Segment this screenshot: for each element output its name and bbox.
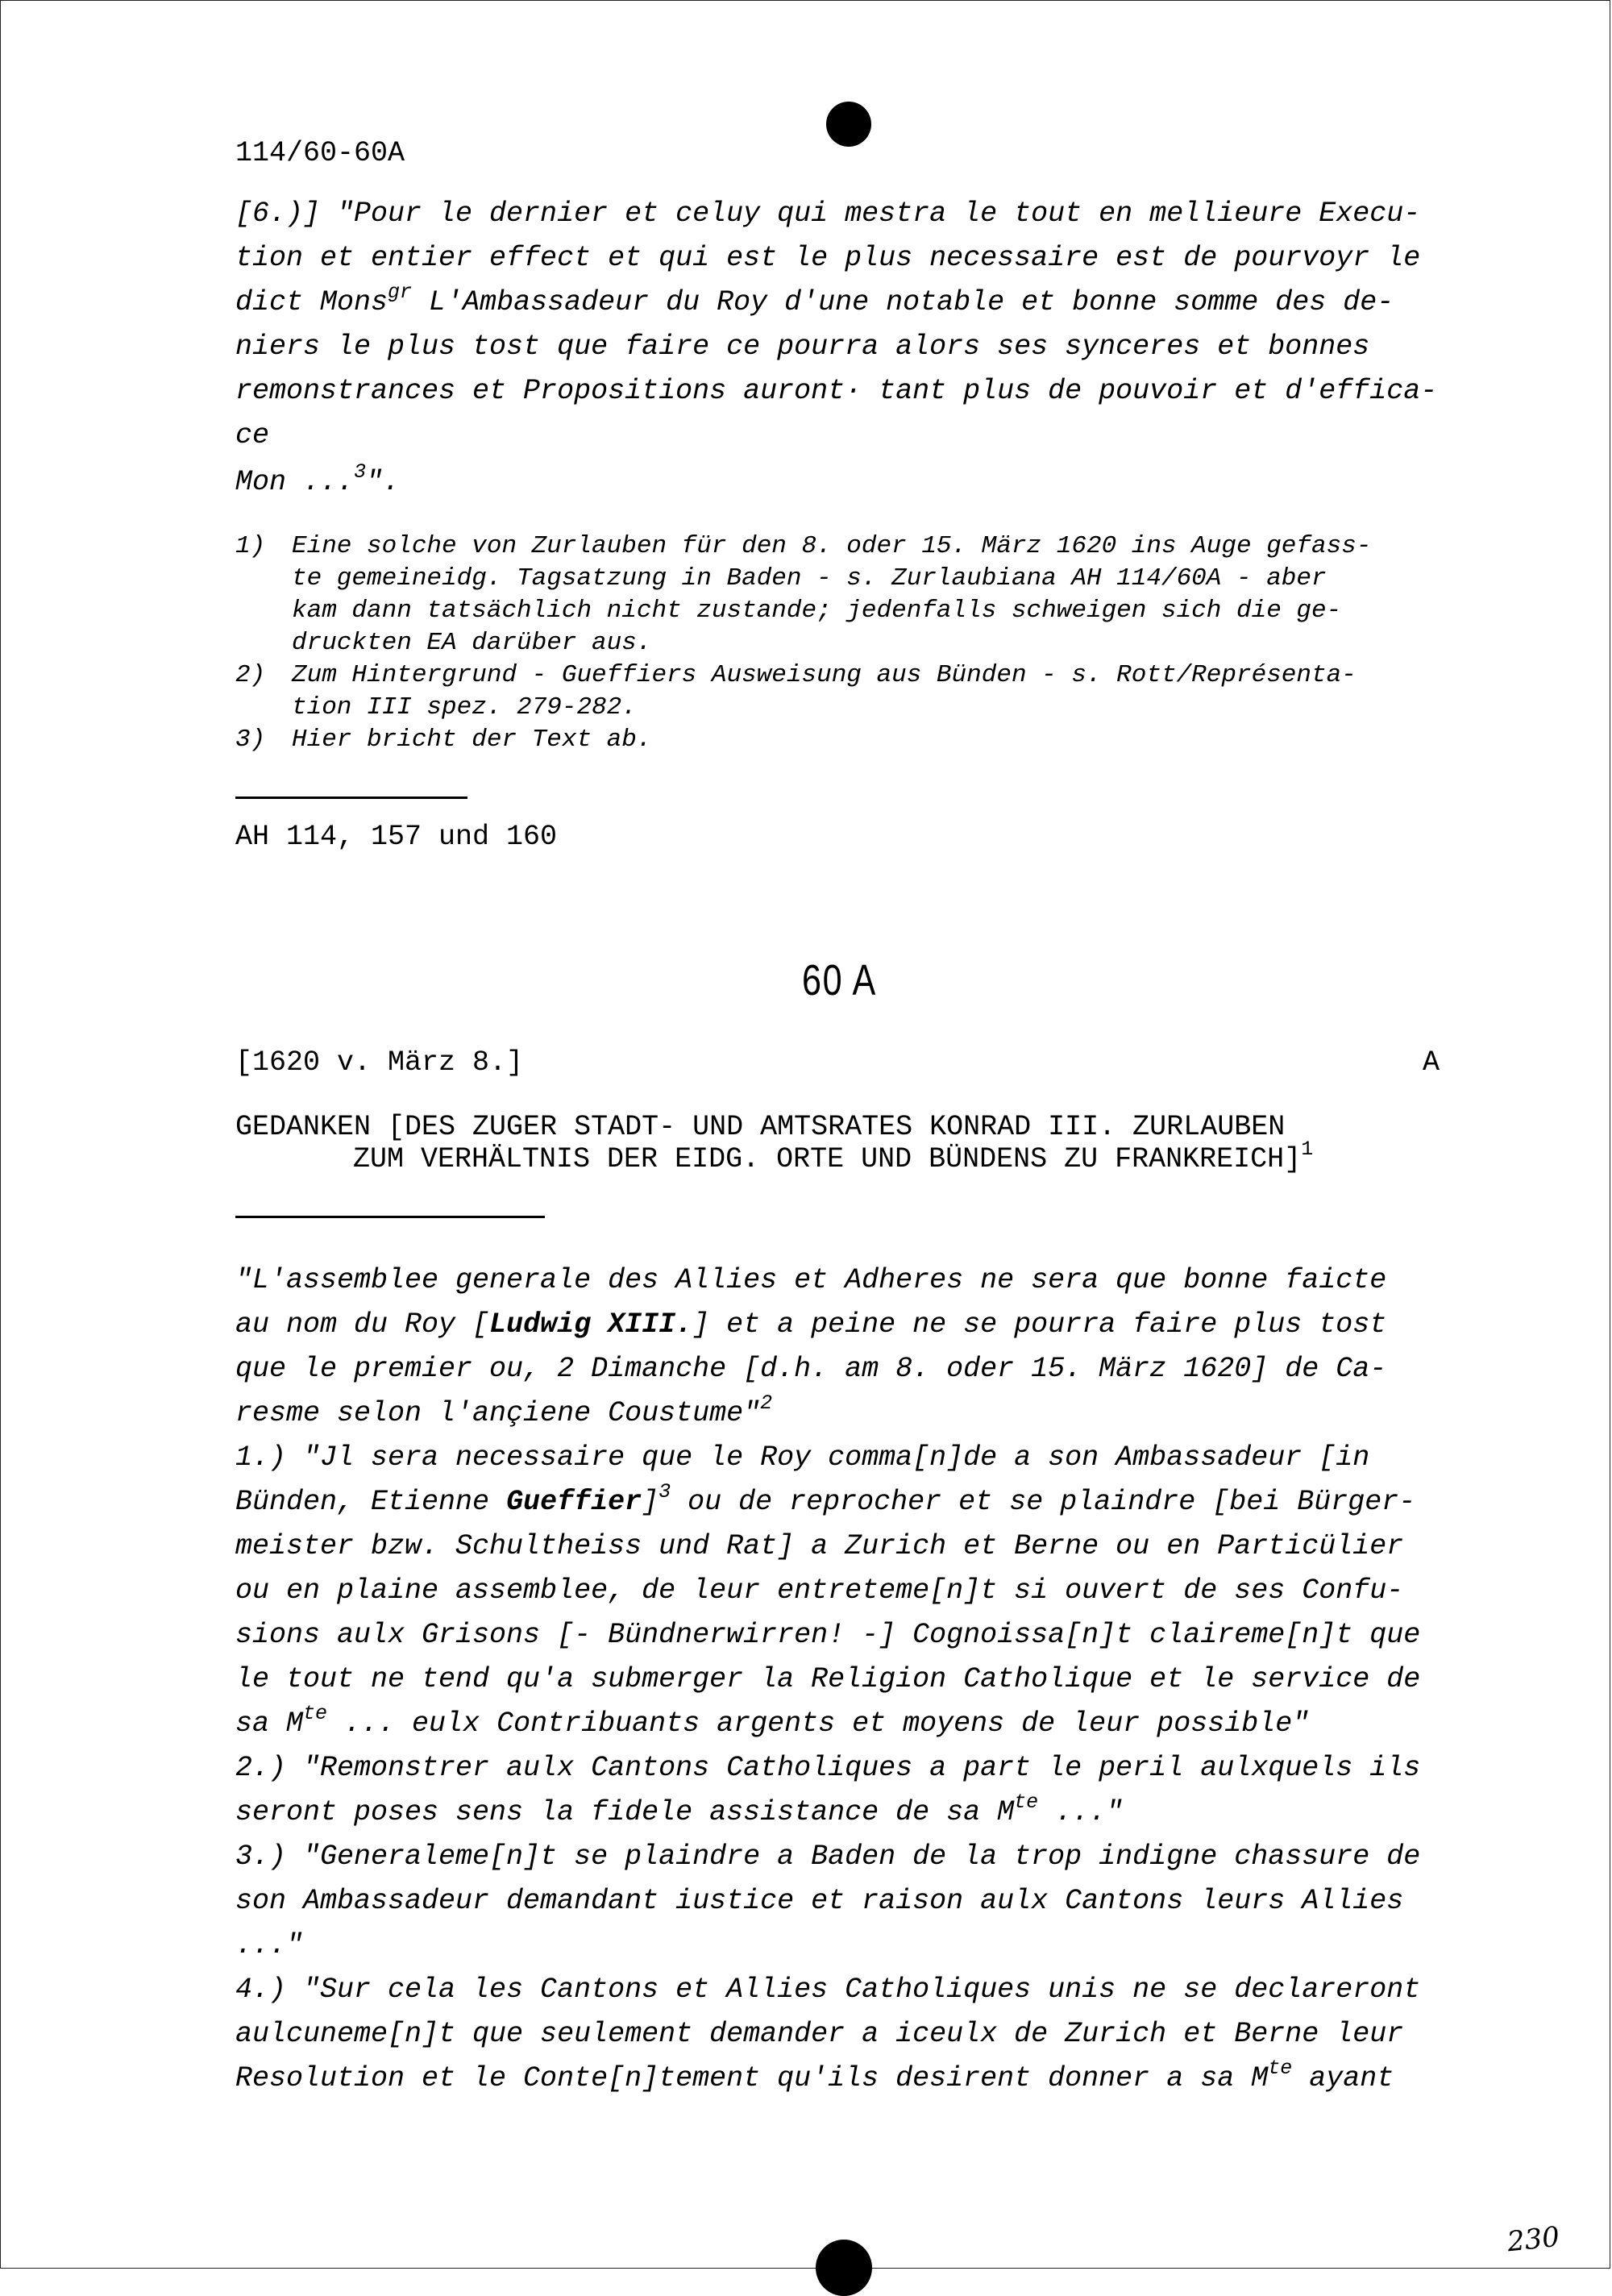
footnote-divider [235, 797, 467, 799]
text-line: 3.) "Generaleme[n]t se plaindre a Baden de la trop indigne chassure de [235, 1841, 1421, 1873]
text-line: ou en plaine assemblee, de leur entreteme[n]t si ouvert de ses Confu- [235, 1574, 1404, 1607]
text-line: Mon ...$^3$". [235, 460, 401, 498]
document-title-line1: GEDANKEN [DES ZUGER STADT- UND AMTSRATES KONRAD III. ZURLAUBEN [235, 1111, 1286, 1143]
text-line: Resolution et le Conte[n]tement qu'ils desirent donner a sa $M^{te}$ ayant [235, 2057, 1394, 2094]
text-line: dict Mons$^{gr}$ L'Ambassadeur du Roy d'une notable et bonne somme des de- [235, 281, 1394, 318]
text-line: ..." [235, 1929, 304, 1961]
punch-hole-bottom [816, 2240, 872, 2296]
text-line: 4.) "Sur cela les Cantons et Allies Catholiques unis ne se declareront [235, 1974, 1421, 2006]
text-line: sa $M^{te}$ ... eulx Contribuants argents et moyens de leur possible" [235, 1702, 1310, 1740]
text-line: remonstrances et Propositions auront· tant plus de pouvoir et d'effica- [235, 375, 1438, 407]
text-line: le tout ne tend qu'a submerger la Religion Catholique et le service de [235, 1663, 1421, 1695]
text-line: sions aulx Grisons [- Bündnerwirren! -] Cognoissa[n]t claireme[n]t que [235, 1619, 1421, 1651]
source-reference: AH 114, 157 und 160 [235, 821, 558, 853]
document-date: [1620 v. März 8.] [235, 1046, 524, 1079]
text-line: tion et entier effect et qui est le plus necessaire est de pourvoyr le [235, 242, 1421, 274]
title-divider [235, 1216, 545, 1218]
punch-hole-top [826, 102, 871, 147]
document-number: 60 A [802, 956, 877, 1004]
text-line: aulcuneme[n]t que seulement demander a iceulx de Zurich et Berne leur [235, 2018, 1404, 2050]
text-line: 1.) "Jl sera necessaire que le Roy comma[n]de a son Ambassadeur [in [235, 1441, 1370, 1474]
reference-number: 114/60-60A [235, 137, 405, 169]
document-letter: A [1423, 1046, 1440, 1079]
text-line: resme selon l'ançiene Coustume"$^2$ [235, 1391, 773, 1429]
text-line: 2.) "Remonstrer aulx Cantons Catholiques a part le peril aulxquels ils [235, 1752, 1421, 1784]
document-title-line2: ZUM VERHÄLTNIS DER EIDG. ORTE UND BÜNDENS ZU FRANKREICH]$^1$ [353, 1138, 1314, 1175]
text-line: [6.)] "Pour le dernier et celuy qui mestra le tout en mellieure Execu- [235, 198, 1421, 230]
text-line: ce [235, 419, 270, 451]
text-line: niers le plus tost que faire ce pourra alors ses synceres et bonnes [235, 331, 1370, 363]
text-line: que le premier ou, 2 Dimanche [d.h. am 8. oder 15. März 1620] de Ca- [235, 1353, 1387, 1385]
text-line: "L'assemblee generale des Allies et Adheres ne sera que bonne faicte [235, 1264, 1387, 1296]
text-line: meister bzw. Schultheiss und Rat] a Zurich et Berne ou en Particülier [235, 1530, 1404, 1562]
text-line: au nom du Roy [Ludwig XIII.] et a peine ne se pourra faire plus tost [235, 1308, 1387, 1341]
page-number: 230 [1506, 2220, 1561, 2259]
text-line: Bünden, Etienne Gueffier]$^3$ ou de reprocher et se plaindre [bei Bürger- [235, 1480, 1416, 1518]
text-line: son Ambassadeur demandant iustice et raison aulx Cantons leurs Allies [235, 1885, 1404, 1917]
text-line: seront poses sens la fidele assistance de sa $M^{te}$ ..." [235, 1791, 1124, 1828]
